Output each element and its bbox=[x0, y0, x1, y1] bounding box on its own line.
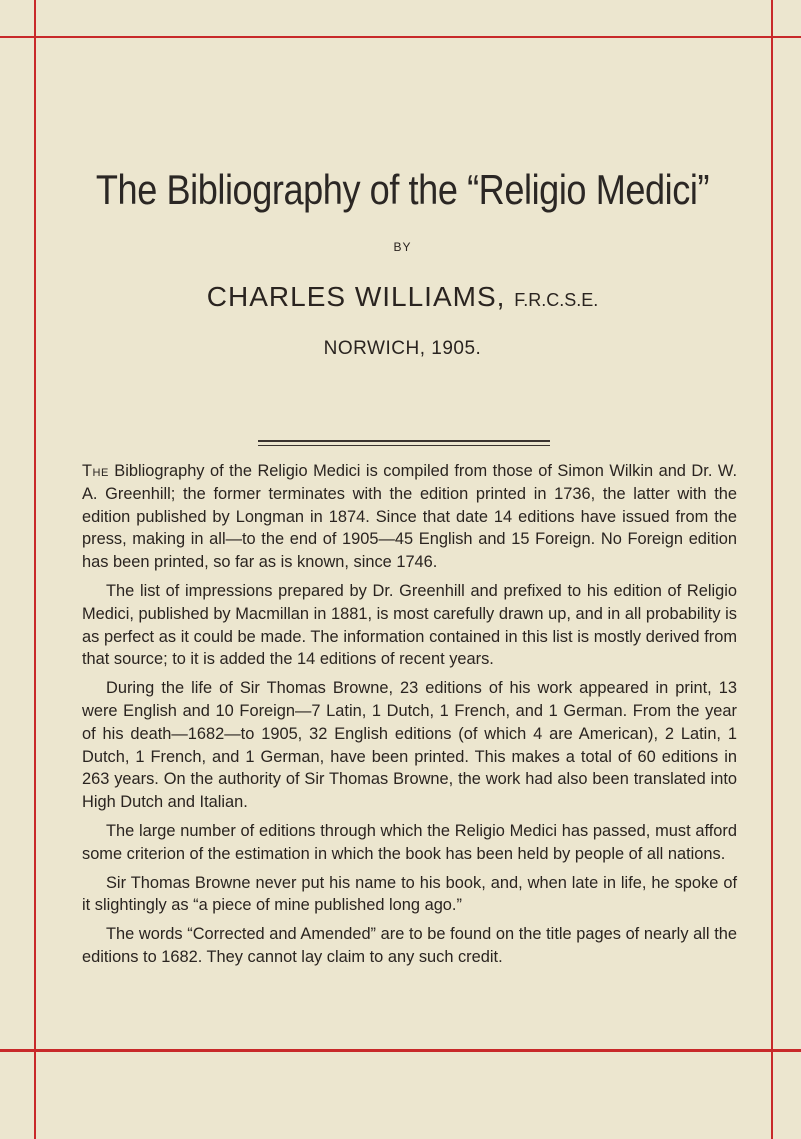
paragraph-lead: The bbox=[82, 462, 109, 480]
paragraph-5: Sir Thomas Browne never put his name to his book, and, when late in life, he spoke of it slightingly as “a piece of mine published long ago.” bbox=[82, 873, 737, 915]
by-label: BY bbox=[393, 240, 412, 254]
bottom-red-rule bbox=[0, 1049, 801, 1052]
body-text bbox=[82, 460, 737, 975]
paragraph-text: Bibliography of the Religio Medici is compiled from those of Simon Wilkin and Dr. W. A. Greenhill; the former terminates with the edition printed in 1736, the latter with the edition published by Longman in 1874. Since that date 14 editions have issued from the press, making in all—to the end of 1905—45 English and 15 Foreign. No Foreign edition has been printed, so far as is known, since 1746. bbox=[82, 462, 737, 572]
paragraph-1 bbox=[82, 460, 737, 574]
author-name: CHARLES WILLIAMS, bbox=[206, 281, 506, 312]
author-line bbox=[34, 281, 771, 313]
paragraph-6: The words “Corrected and Amended” are to be found on the title pages of nearly all the editions to 1682. They cannot lay claim to any such credit. bbox=[82, 925, 737, 966]
double-rule-divider bbox=[258, 440, 550, 446]
place-date: NORWICH, 1905. bbox=[323, 338, 482, 359]
document-title: The Bibliography of the “Religio Medici” bbox=[95, 166, 710, 213]
right-red-rule bbox=[771, 0, 773, 1139]
author-degree: F.R.C.S.E. bbox=[514, 290, 599, 310]
paragraph-4: The large number of editions through which the Religio Medici has passed, must afford some criterion of the estimation in which the book has been held by people of all nations. bbox=[82, 821, 737, 863]
page bbox=[34, 38, 771, 1049]
paragraph-2: The list of impressions prepared by Dr. Greenhill and prefixed to his edition of Religio Medici, published by Macmillan in 1881, is most carefully drawn up, and in all probability is as perfect as it could be made. The information contained in this list is mostly derived from that source; to it is added the 14 editions of recent years. bbox=[82, 581, 737, 669]
paragraph-3: During the life of Sir Thomas Browne, 23 editions of his work appeared in print, 13 were English and 10 Foreign—7 Latin, 1 Dutch, 1 French, and 1 German. From the year of his death—1682—to 1905, 32 English editions (of which 4 are American), 2 Latin, 1 Dutch, 1 French, and 1 German, have been printed. This makes a total of 60 editions in 263 years. On the authority of Sir Thomas Browne, the work had also been translated into High Dutch and Italian. bbox=[82, 679, 737, 812]
